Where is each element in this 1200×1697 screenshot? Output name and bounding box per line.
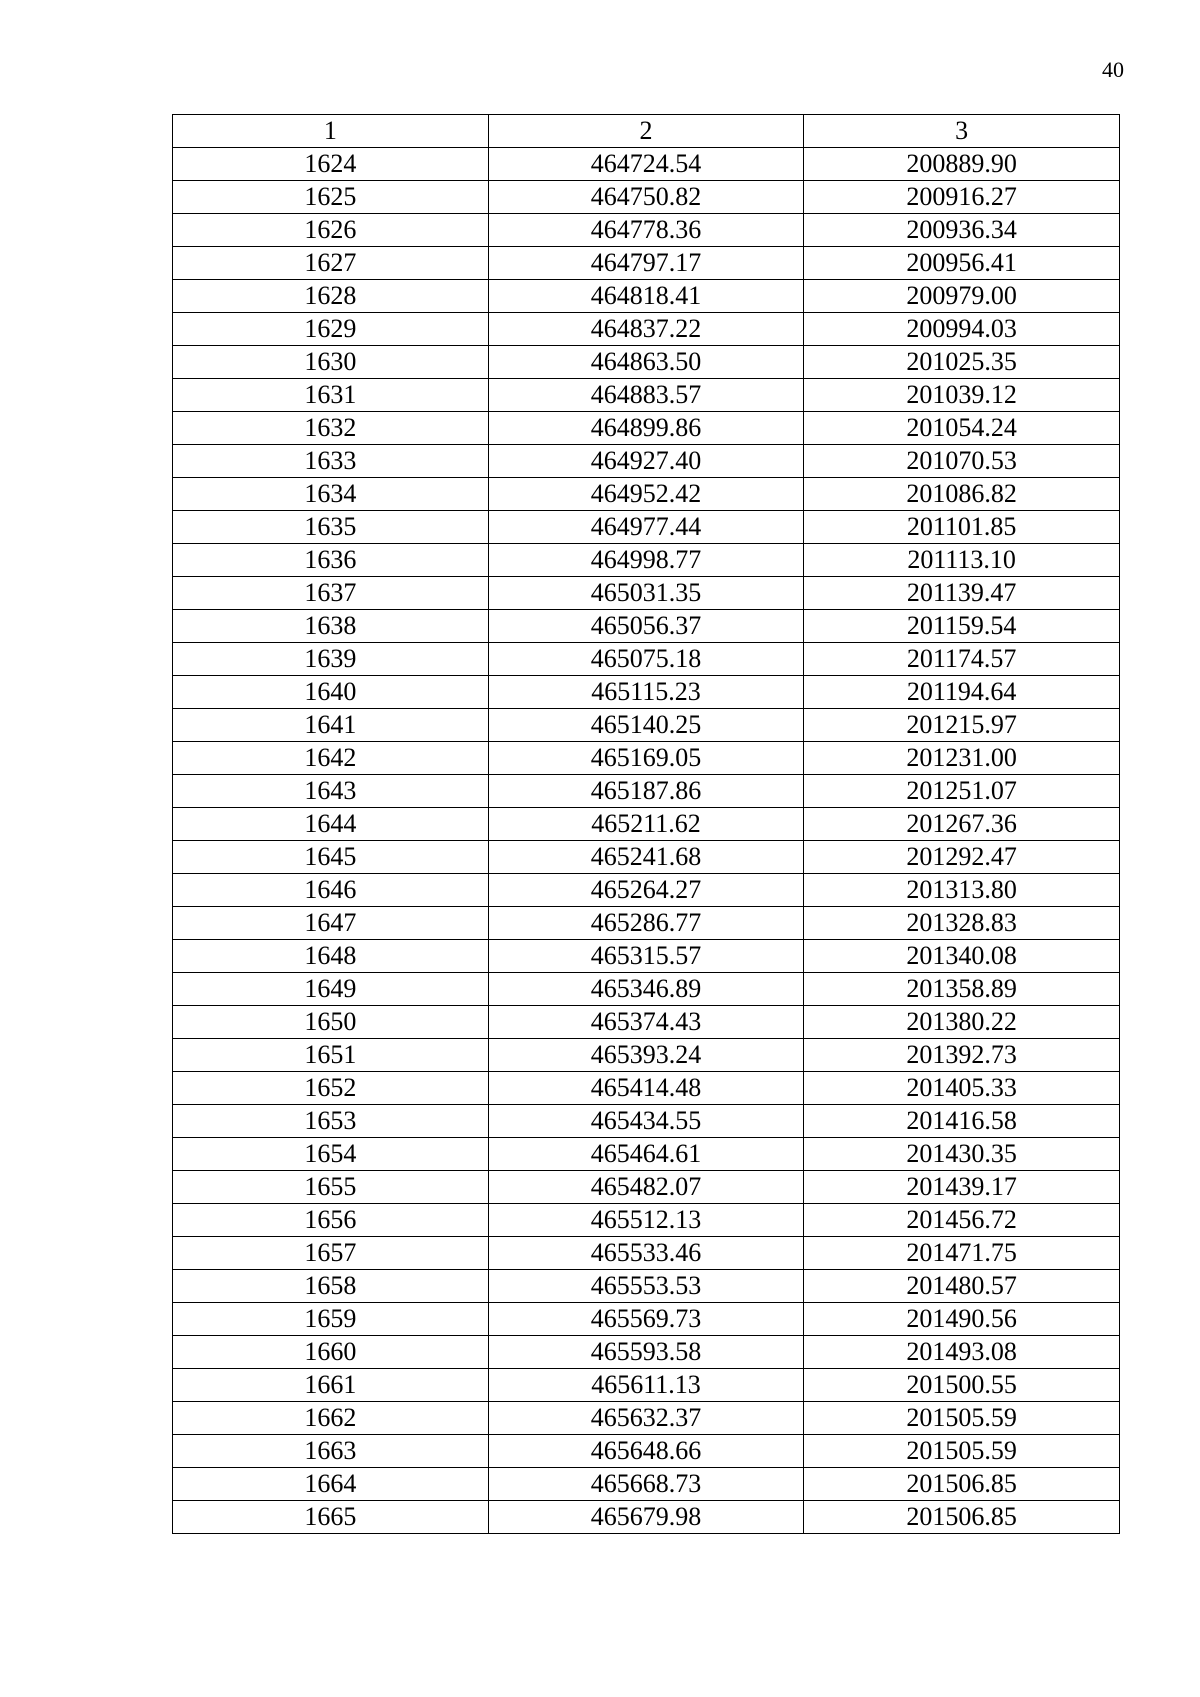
y-coordinate-cell: 201506.85 xyxy=(804,1468,1120,1501)
point-number-cell: 1662 xyxy=(173,1402,489,1435)
point-number-cell: 1628 xyxy=(173,280,489,313)
x-coordinate-cell: 465512.13 xyxy=(488,1204,804,1237)
table-row xyxy=(173,1402,1120,1435)
y-coordinate-cell: 201025.35 xyxy=(804,346,1120,379)
x-coordinate-cell: 465031.35 xyxy=(488,577,804,610)
table-row xyxy=(173,1072,1120,1105)
y-coordinate-cell: 201215.97 xyxy=(804,709,1120,742)
x-coordinate-cell: 465632.37 xyxy=(488,1402,804,1435)
x-coordinate-cell: 465241.68 xyxy=(488,841,804,874)
table-row xyxy=(173,1006,1120,1039)
table-row xyxy=(173,1237,1120,1270)
y-coordinate-cell: 200956.41 xyxy=(804,247,1120,280)
x-coordinate-cell: 465553.53 xyxy=(488,1270,804,1303)
y-coordinate-cell: 201505.59 xyxy=(804,1402,1120,1435)
y-coordinate-cell: 201194.64 xyxy=(804,676,1120,709)
x-coordinate-cell: 465414.48 xyxy=(488,1072,804,1105)
x-coordinate-cell: 465115.23 xyxy=(488,676,804,709)
point-number-cell: 1665 xyxy=(173,1501,489,1534)
table-row xyxy=(173,511,1120,544)
y-coordinate-cell: 201480.57 xyxy=(804,1270,1120,1303)
point-number-cell: 1642 xyxy=(173,742,489,775)
y-coordinate-cell: 201159.54 xyxy=(804,610,1120,643)
table-row xyxy=(173,181,1120,214)
y-coordinate-cell: 201493.08 xyxy=(804,1336,1120,1369)
point-number-cell: 1626 xyxy=(173,214,489,247)
y-coordinate-cell: 201039.12 xyxy=(804,379,1120,412)
y-coordinate-cell: 201340.08 xyxy=(804,940,1120,973)
x-coordinate-cell: 464837.22 xyxy=(488,313,804,346)
point-number-cell: 1663 xyxy=(173,1435,489,1468)
x-coordinate-cell: 465482.07 xyxy=(488,1171,804,1204)
y-coordinate-cell: 201439.17 xyxy=(804,1171,1120,1204)
point-number-cell: 1637 xyxy=(173,577,489,610)
point-number-cell: 1638 xyxy=(173,610,489,643)
table-row xyxy=(173,940,1120,973)
y-coordinate-cell: 201267.36 xyxy=(804,808,1120,841)
point-number-cell: 1639 xyxy=(173,643,489,676)
table-row xyxy=(173,1468,1120,1501)
x-coordinate-cell: 465464.61 xyxy=(488,1138,804,1171)
y-coordinate-cell: 200994.03 xyxy=(804,313,1120,346)
y-coordinate-cell: 201506.85 xyxy=(804,1501,1120,1534)
point-number-cell: 1647 xyxy=(173,907,489,940)
table-row xyxy=(173,775,1120,808)
y-coordinate-cell: 201328.83 xyxy=(804,907,1120,940)
column-header: 2 xyxy=(488,115,804,148)
table-row xyxy=(173,1435,1120,1468)
table-row xyxy=(173,1336,1120,1369)
x-coordinate-cell: 465569.73 xyxy=(488,1303,804,1336)
x-coordinate-cell: 464977.44 xyxy=(488,511,804,544)
x-coordinate-cell: 465679.98 xyxy=(488,1501,804,1534)
y-coordinate-cell: 201292.47 xyxy=(804,841,1120,874)
point-number-cell: 1652 xyxy=(173,1072,489,1105)
x-coordinate-cell: 464927.40 xyxy=(488,445,804,478)
table-header-row xyxy=(173,115,1120,148)
x-coordinate-cell: 465056.37 xyxy=(488,610,804,643)
table-row xyxy=(173,874,1120,907)
y-coordinate-cell: 201054.24 xyxy=(804,412,1120,445)
point-number-cell: 1631 xyxy=(173,379,489,412)
y-coordinate-cell: 201500.55 xyxy=(804,1369,1120,1402)
y-coordinate-cell: 200889.90 xyxy=(804,148,1120,181)
y-coordinate-cell: 201380.22 xyxy=(804,1006,1120,1039)
y-coordinate-cell: 201505.59 xyxy=(804,1435,1120,1468)
table-body xyxy=(173,115,1120,1534)
table-row xyxy=(173,643,1120,676)
point-number-cell: 1645 xyxy=(173,841,489,874)
point-number-cell: 1627 xyxy=(173,247,489,280)
table-row xyxy=(173,973,1120,1006)
y-coordinate-cell: 201358.89 xyxy=(804,973,1120,1006)
y-coordinate-cell: 201101.85 xyxy=(804,511,1120,544)
x-coordinate-cell: 465593.58 xyxy=(488,1336,804,1369)
point-number-cell: 1649 xyxy=(173,973,489,1006)
y-coordinate-cell: 201313.80 xyxy=(804,874,1120,907)
x-coordinate-cell: 464818.41 xyxy=(488,280,804,313)
table-row xyxy=(173,214,1120,247)
point-number-cell: 1653 xyxy=(173,1105,489,1138)
page-number: 40 xyxy=(1102,57,1124,82)
point-number-cell: 1630 xyxy=(173,346,489,379)
y-coordinate-cell: 201086.82 xyxy=(804,478,1120,511)
table-row xyxy=(173,280,1120,313)
x-coordinate-cell: 465286.77 xyxy=(488,907,804,940)
point-number-cell: 1664 xyxy=(173,1468,489,1501)
table-row xyxy=(173,478,1120,511)
table-row xyxy=(173,1204,1120,1237)
y-coordinate-cell: 201251.07 xyxy=(804,775,1120,808)
coordinates-table xyxy=(172,114,1120,1534)
table-row xyxy=(173,1270,1120,1303)
column-header: 3 xyxy=(804,115,1120,148)
x-coordinate-cell: 465393.24 xyxy=(488,1039,804,1072)
point-number-cell: 1654 xyxy=(173,1138,489,1171)
point-number-cell: 1625 xyxy=(173,181,489,214)
x-coordinate-cell: 465169.05 xyxy=(488,742,804,775)
y-coordinate-cell: 200979.00 xyxy=(804,280,1120,313)
y-coordinate-cell: 201416.58 xyxy=(804,1105,1120,1138)
point-number-cell: 1636 xyxy=(173,544,489,577)
x-coordinate-cell: 465346.89 xyxy=(488,973,804,1006)
y-coordinate-cell: 201456.72 xyxy=(804,1204,1120,1237)
x-coordinate-cell: 464863.50 xyxy=(488,346,804,379)
point-number-cell: 1634 xyxy=(173,478,489,511)
table-row xyxy=(173,1501,1120,1534)
table-row xyxy=(173,1171,1120,1204)
x-coordinate-cell: 464778.36 xyxy=(488,214,804,247)
table-row xyxy=(173,148,1120,181)
y-coordinate-cell: 201405.33 xyxy=(804,1072,1120,1105)
point-number-cell: 1632 xyxy=(173,412,489,445)
table-row xyxy=(173,1369,1120,1402)
table-row xyxy=(173,709,1120,742)
x-coordinate-cell: 464750.82 xyxy=(488,181,804,214)
table-row xyxy=(173,841,1120,874)
x-coordinate-cell: 465668.73 xyxy=(488,1468,804,1501)
x-coordinate-cell: 464998.77 xyxy=(488,544,804,577)
point-number-cell: 1624 xyxy=(173,148,489,181)
point-number-cell: 1650 xyxy=(173,1006,489,1039)
x-coordinate-cell: 464797.17 xyxy=(488,247,804,280)
x-coordinate-cell: 465264.27 xyxy=(488,874,804,907)
x-coordinate-cell: 465140.25 xyxy=(488,709,804,742)
x-coordinate-cell: 464883.57 xyxy=(488,379,804,412)
point-number-cell: 1640 xyxy=(173,676,489,709)
point-number-cell: 1651 xyxy=(173,1039,489,1072)
table-row xyxy=(173,1303,1120,1336)
y-coordinate-cell: 201070.53 xyxy=(804,445,1120,478)
x-coordinate-cell: 465211.62 xyxy=(488,808,804,841)
table-row xyxy=(173,1039,1120,1072)
y-coordinate-cell: 201471.75 xyxy=(804,1237,1120,1270)
y-coordinate-cell: 201392.73 xyxy=(804,1039,1120,1072)
table-row xyxy=(173,544,1120,577)
point-number-cell: 1644 xyxy=(173,808,489,841)
point-number-cell: 1657 xyxy=(173,1237,489,1270)
point-number-cell: 1641 xyxy=(173,709,489,742)
table-row xyxy=(173,247,1120,280)
column-header: 1 xyxy=(173,115,489,148)
table-row xyxy=(173,1105,1120,1138)
x-coordinate-cell: 465434.55 xyxy=(488,1105,804,1138)
x-coordinate-cell: 465374.43 xyxy=(488,1006,804,1039)
x-coordinate-cell: 465187.86 xyxy=(488,775,804,808)
table-row xyxy=(173,1138,1120,1171)
y-coordinate-cell: 200936.34 xyxy=(804,214,1120,247)
y-coordinate-cell: 201430.35 xyxy=(804,1138,1120,1171)
point-number-cell: 1661 xyxy=(173,1369,489,1402)
x-coordinate-cell: 464952.42 xyxy=(488,478,804,511)
table-row xyxy=(173,445,1120,478)
y-coordinate-cell: 201113.10 xyxy=(804,544,1120,577)
x-coordinate-cell: 465533.46 xyxy=(488,1237,804,1270)
point-number-cell: 1660 xyxy=(173,1336,489,1369)
point-number-cell: 1643 xyxy=(173,775,489,808)
table-row xyxy=(173,907,1120,940)
x-coordinate-cell: 464899.86 xyxy=(488,412,804,445)
point-number-cell: 1633 xyxy=(173,445,489,478)
point-number-cell: 1635 xyxy=(173,511,489,544)
table-row xyxy=(173,742,1120,775)
point-number-cell: 1648 xyxy=(173,940,489,973)
x-coordinate-cell: 465315.57 xyxy=(488,940,804,973)
table-row xyxy=(173,379,1120,412)
table-row xyxy=(173,412,1120,445)
table-row xyxy=(173,808,1120,841)
y-coordinate-cell: 200916.27 xyxy=(804,181,1120,214)
y-coordinate-cell: 201231.00 xyxy=(804,742,1120,775)
y-coordinate-cell: 201490.56 xyxy=(804,1303,1120,1336)
y-coordinate-cell: 201174.57 xyxy=(804,643,1120,676)
table-row xyxy=(173,676,1120,709)
table-row xyxy=(173,577,1120,610)
x-coordinate-cell: 464724.54 xyxy=(488,148,804,181)
table-row xyxy=(173,346,1120,379)
point-number-cell: 1646 xyxy=(173,874,489,907)
point-number-cell: 1629 xyxy=(173,313,489,346)
point-number-cell: 1655 xyxy=(173,1171,489,1204)
point-number-cell: 1658 xyxy=(173,1270,489,1303)
y-coordinate-cell: 201139.47 xyxy=(804,577,1120,610)
table-row xyxy=(173,313,1120,346)
point-number-cell: 1659 xyxy=(173,1303,489,1336)
x-coordinate-cell: 465611.13 xyxy=(488,1369,804,1402)
table-row xyxy=(173,610,1120,643)
x-coordinate-cell: 465648.66 xyxy=(488,1435,804,1468)
point-number-cell: 1656 xyxy=(173,1204,489,1237)
x-coordinate-cell: 465075.18 xyxy=(488,643,804,676)
